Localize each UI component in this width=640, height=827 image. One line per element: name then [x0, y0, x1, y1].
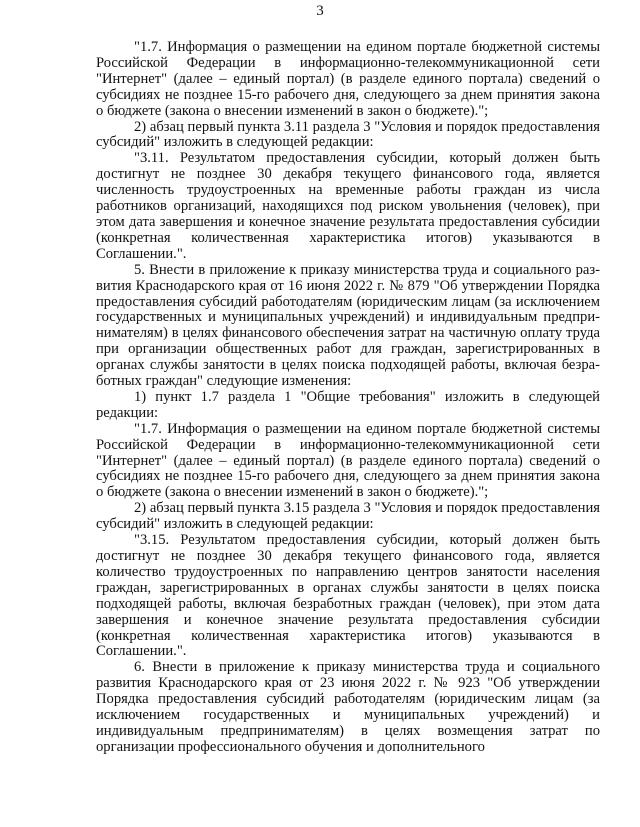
paragraph-item-6: 6. Внести в приложение к приказу министерства труда и социального развития Краснодарского края от 23 июня 2022 г. № 923 "Об утверждении Порядка предоставления субсидий работодателям (юридическим лицам (за исключением государственных и муниципальных учреждений) и индивидуальным предпринимателям) в целях возмещения затрат по организации профессионального обучения и дополнительного: [96, 659, 600, 755]
paragraph-3-15-amendment: 2) абзац первый пункта 3.15 раздела 3 "Условия и порядок предоставления субсидий" изложить в следующей редакции:: [96, 500, 600, 533]
paragraph-3-11-text: "3.11. Результатом предоставления субсидии, который должен быть достигнут не позднее 30 декабря текущего финансового года, является численность трудоустроенных на временные работы граждан из числа работников организаций, находящихся под риском увольнения (человек), при этом дата завершения и конечное значение результата предоставления субсидии (конкретная количественная характеристика итогов) указываются в Соглашении.".: [96, 150, 600, 262]
paragraph-1-7-text: "1.7. Информация о размещении на едином портале бюджетной системы Российской Федерации в информационно-телекоммуникационной сети "Интернет" (далее – единый портал) (в разделе единого портала) сведений о субсидиях не позднее 15-го рабочего дня, следующего за днем принятия закона о бюджете (закона о внесении изменений в закон о бюджете).";: [96, 420, 600, 501]
paragraph-1-7-amendment: 1) пункт 1.7 раздела 1 "Общие требования" изложить в следующей редакции:: [96, 388, 600, 421]
page-number: 3: [316, 3, 324, 19]
paragraph-3-11-amendment: 2) абзац первый пункта 3.11 раздела 3 "Условия и порядок предоставления субсидий" изложить в следующей редакции:: [96, 118, 600, 151]
paragraph-3-15-text: "3.15. Результатом предоставления субсидии, который должен быть достигнут не позднее 30 декабря текущего финансового года, является количество трудоустроенных по направлению центров занятости населения граждан, зарегистрированных в органах службы занятости в целях поиска подходящей работы, включая безработных граждан (человек), при этом дата завершения и конечное значение результата предоставления субсидии (конкретная количественная характеристика итогов) указываются в Соглашении.".: [96, 532, 600, 660]
paragraph-item-5: 5. Внести в приложение к приказу министерства труда и социального развития Краснодарского края от 16 июня 2022 г. № 879 "Об утверждении Порядка предоставления субсидий работодателям (юридическим лицам (за исключением государственных и муниципальных учреждений) и индивидуальным предпринимателям) в целях финансового обеспечения затрат на частичную оплату труда при организации общественных работ для граждан, зарегистрированных в органах службы занятости в целях поиска подходящей работы, включая безработных граждан" следующие изменения:: [96, 261, 600, 390]
document-body: [96, 40, 600, 756]
paragraph-1-7-info: "1.7. Информация о размещении на едином портале бюджетной системы Российской Федерации в информационно-телекоммуникационной сети "Интернет" (далее – единый портал) (в разделе единого портала) сведений о субсидиях не позднее 15-го рабочего дня, следующего за днем принятия закона о бюджете (закона о внесении изменений в закон о бюджете).";: [96, 39, 600, 119]
